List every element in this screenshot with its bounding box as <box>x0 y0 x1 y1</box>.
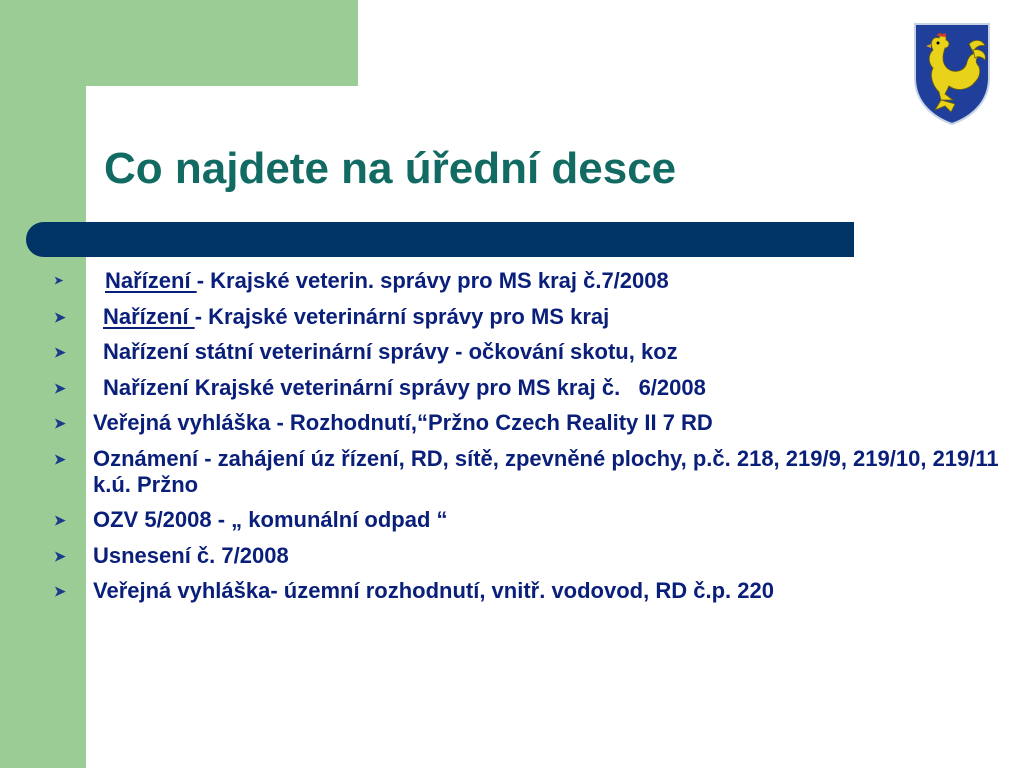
regulation-link[interactable]: Nařízení <box>105 268 197 293</box>
regulation-link[interactable]: Nařízení <box>103 303 195 329</box>
bullet-arrow-icon: ➤ <box>54 512 66 528</box>
list-item <box>50 304 1000 330</box>
list-item <box>50 543 1000 569</box>
bullet-arrow-icon: ➤ <box>54 379 66 396</box>
bullet-arrow-icon: ➤ <box>54 583 66 599</box>
list-item-text: Veřejná vyhláška- územní rozhodnutí, vnitř. vodovod, RD č.p. 220 <box>93 578 774 603</box>
list-item-text: Nařízení Krajské veterinární správy pro MS kraj č. 6/2008 <box>103 374 706 400</box>
title-underline-bar <box>26 222 854 257</box>
list-item <box>50 268 1000 294</box>
list-item-text: Nařízení - Krajské veterin. správy pro MS kraj č.7/2008 <box>105 268 669 293</box>
list-item-text: Usnesení č. 7/2008 <box>93 542 289 568</box>
bullet-arrow-icon: ➤ <box>54 547 66 564</box>
list-item <box>50 507 1000 533</box>
list-item-text: Nařízení státní veterinární správy - očkování skotu, koz <box>103 339 678 364</box>
list-item-text: Nařízení - Krajské veterinární správy pro MS kraj <box>103 303 610 329</box>
bullet-arrow-icon: ➤ <box>54 415 66 431</box>
list-item-text: OZV 5/2008 - „ komunální odpad “ <box>93 507 448 532</box>
green-band-top <box>0 0 358 86</box>
slide-title: Co najdete na úřední desce <box>104 144 677 193</box>
bullet-arrow-icon: ➤ <box>54 344 66 360</box>
bullet-arrow-icon: ➤ <box>54 275 64 287</box>
list-item-text: Oznámení - zahájení úz řízení, RD, sítě, zpevněné plochy, p.č. 218, 219/9, 219/10, 219/11 k.ú. Pržno <box>93 445 999 497</box>
bullet-arrow-icon: ➤ <box>54 308 66 325</box>
list-item <box>50 578 1000 604</box>
list-item <box>50 339 1000 365</box>
list-item <box>50 446 1000 498</box>
coat-of-arms-rooster-icon <box>911 20 993 126</box>
list-item <box>50 375 1000 401</box>
list-item-text: Veřejná vyhláška - Rozhodnutí,“Pržno Czech Reality II 7 RD <box>93 410 713 435</box>
notice-list <box>50 268 1000 614</box>
list-item <box>50 410 1000 436</box>
bullet-arrow-icon: ➤ <box>54 450 66 467</box>
